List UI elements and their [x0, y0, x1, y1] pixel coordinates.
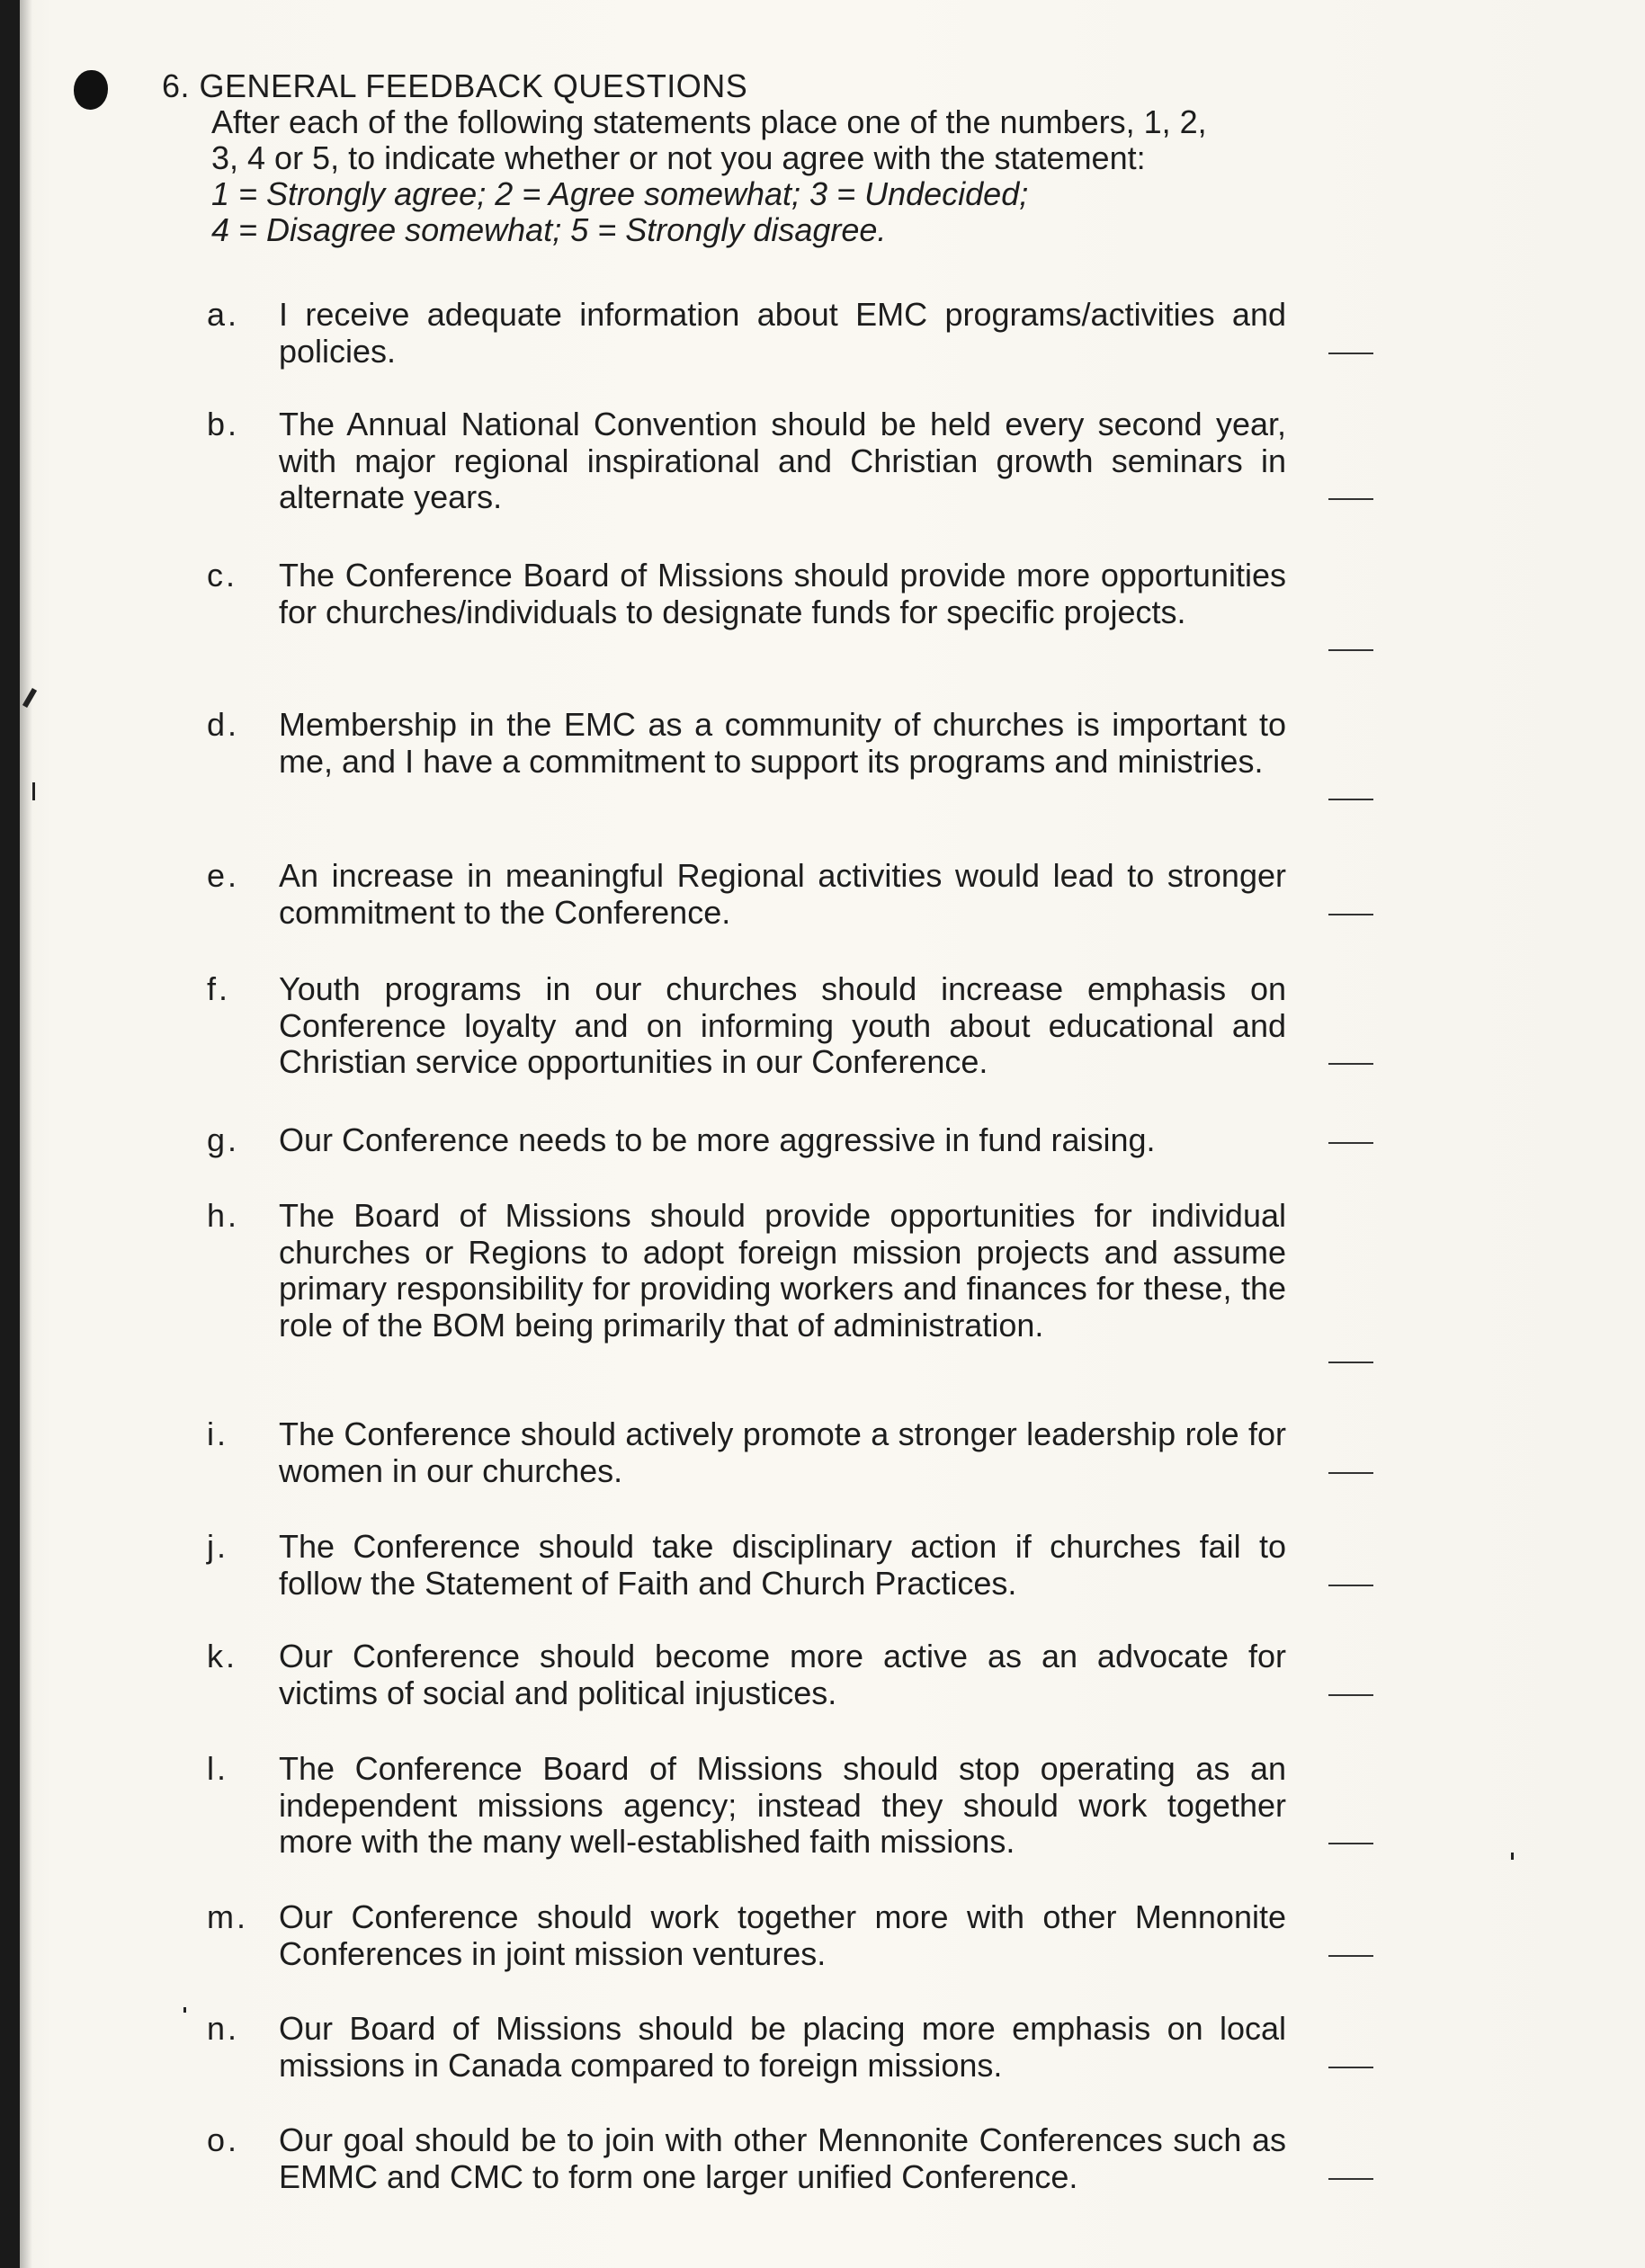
question-letter: n. — [207, 2010, 240, 2047]
answer-blank[interactable] — [1328, 1694, 1373, 1696]
stray-mark — [32, 782, 35, 800]
scan-left-edge — [0, 0, 20, 2268]
question-letter: g. — [207, 1121, 240, 1158]
question-letter: j. — [207, 1528, 228, 1565]
stray-mark — [183, 2007, 186, 2013]
instruction-line: After each of the following statements place one of the numbers, 1, 2, — [211, 103, 1207, 140]
question-letter: f. — [207, 970, 231, 1007]
question-letter: e. — [207, 857, 240, 894]
question-letter: m. — [207, 1898, 248, 1935]
instruction-line: 3, 4 or 5, to indicate whether or not you agree with the statement: — [211, 139, 1146, 176]
answer-blank[interactable] — [1328, 498, 1373, 500]
answer-blank[interactable] — [1328, 1362, 1373, 1363]
question-text: Youth programs in our churches should increase emphasis on Conference loyalty and on informing youth about educational and Christian service opportunities in our Conference. — [279, 970, 1286, 1080]
question-text: Our Board of Missions should be placing more emphasis on local missions in Canada compared to foreign missions. — [279, 2010, 1286, 2084]
question-text: The Conference Board of Missions should stop operating as an independent missions agency; instead they should work together more with the many well-established faith missions. — [279, 1750, 1286, 1860]
section-header — [162, 68, 1385, 248]
question-text: Our Conference should become more active as an advocate for victims of social and political injustices. — [279, 1638, 1286, 1711]
question-letter: c. — [207, 557, 238, 594]
answer-blank[interactable] — [1328, 1843, 1373, 1844]
answer-blank[interactable] — [1328, 2178, 1373, 2180]
answer-blank[interactable] — [1328, 1063, 1373, 1065]
scan-edge-shadow — [20, 0, 32, 2268]
question-letter: b. — [207, 406, 240, 442]
question-letter: h. — [207, 1197, 240, 1234]
question-text: The Conference Board of Missions should provide more opportunities for churches/individuals to designate funds for specific projects. — [279, 557, 1286, 630]
answer-blank[interactable] — [1328, 649, 1373, 651]
question-text: Our Conference needs to be more aggressive in fund raising. — [279, 1121, 1156, 1158]
answer-blank[interactable] — [1328, 353, 1373, 354]
question-text: The Conference should take disciplinary action if churches fail to follow the Statement of Faith and Church Practices. — [279, 1528, 1286, 1602]
question-letter: k. — [207, 1638, 238, 1674]
scale-legend-line: 4 = Disagree somewhat; 5 = Strongly disagree. — [211, 211, 887, 248]
question-text: I receive adequate information about EMC programs/activities and policies. — [279, 296, 1286, 370]
question-text: An increase in meaningful Regional activities would lead to stronger commitment to the Conference. — [279, 857, 1286, 931]
question-text: Our Conference should work together more with other Mennonite Conferences in joint mission ventures. — [279, 1898, 1286, 1972]
question-text: Membership in the EMC as a community of churches is important to me, and I have a commitment to support its programs and ministries. — [279, 706, 1286, 780]
answer-blank[interactable] — [1328, 1955, 1373, 1957]
answer-blank[interactable] — [1328, 2067, 1373, 2068]
scale-legend-line: 1 = Strongly agree; 2 = Agree somewhat; 3 = Undecided; — [211, 175, 1029, 212]
question-text: The Board of Missions should provide opportunities for individual churches or Regions to adopt foreign mission projects and assume primary responsibility for providing workers and finances for these, the role of the BOM being primarily that of administration. — [279, 1197, 1286, 1344]
question-letter: o. — [207, 2121, 240, 2158]
section-title: 6. GENERAL FEEDBACK QUESTIONS — [162, 67, 748, 104]
question-letter: d. — [207, 706, 240, 743]
punch-hole-mark — [74, 70, 108, 110]
answer-blank[interactable] — [1328, 1142, 1373, 1144]
question-letter: i. — [207, 1415, 228, 1452]
question-text: Our goal should be to join with other Mennonite Conferences such as EMMC and CMC to form one larger unified Conference. — [279, 2121, 1286, 2195]
question-text: The Conference should actively promote a stronger leadership role for women in our churches. — [279, 1415, 1286, 1489]
question-letter: a. — [207, 296, 240, 333]
stray-mark — [1511, 1853, 1514, 1860]
answer-blank[interactable] — [1328, 1472, 1373, 1474]
answer-blank[interactable] — [1328, 1585, 1373, 1586]
answer-blank[interactable] — [1328, 799, 1373, 800]
question-letter: l. — [207, 1750, 228, 1787]
question-text: The Annual National Convention should be held every second year, with major regional inspirational and Christian growth seminars in alternate years. — [279, 406, 1286, 515]
answer-blank[interactable] — [1328, 914, 1373, 915]
